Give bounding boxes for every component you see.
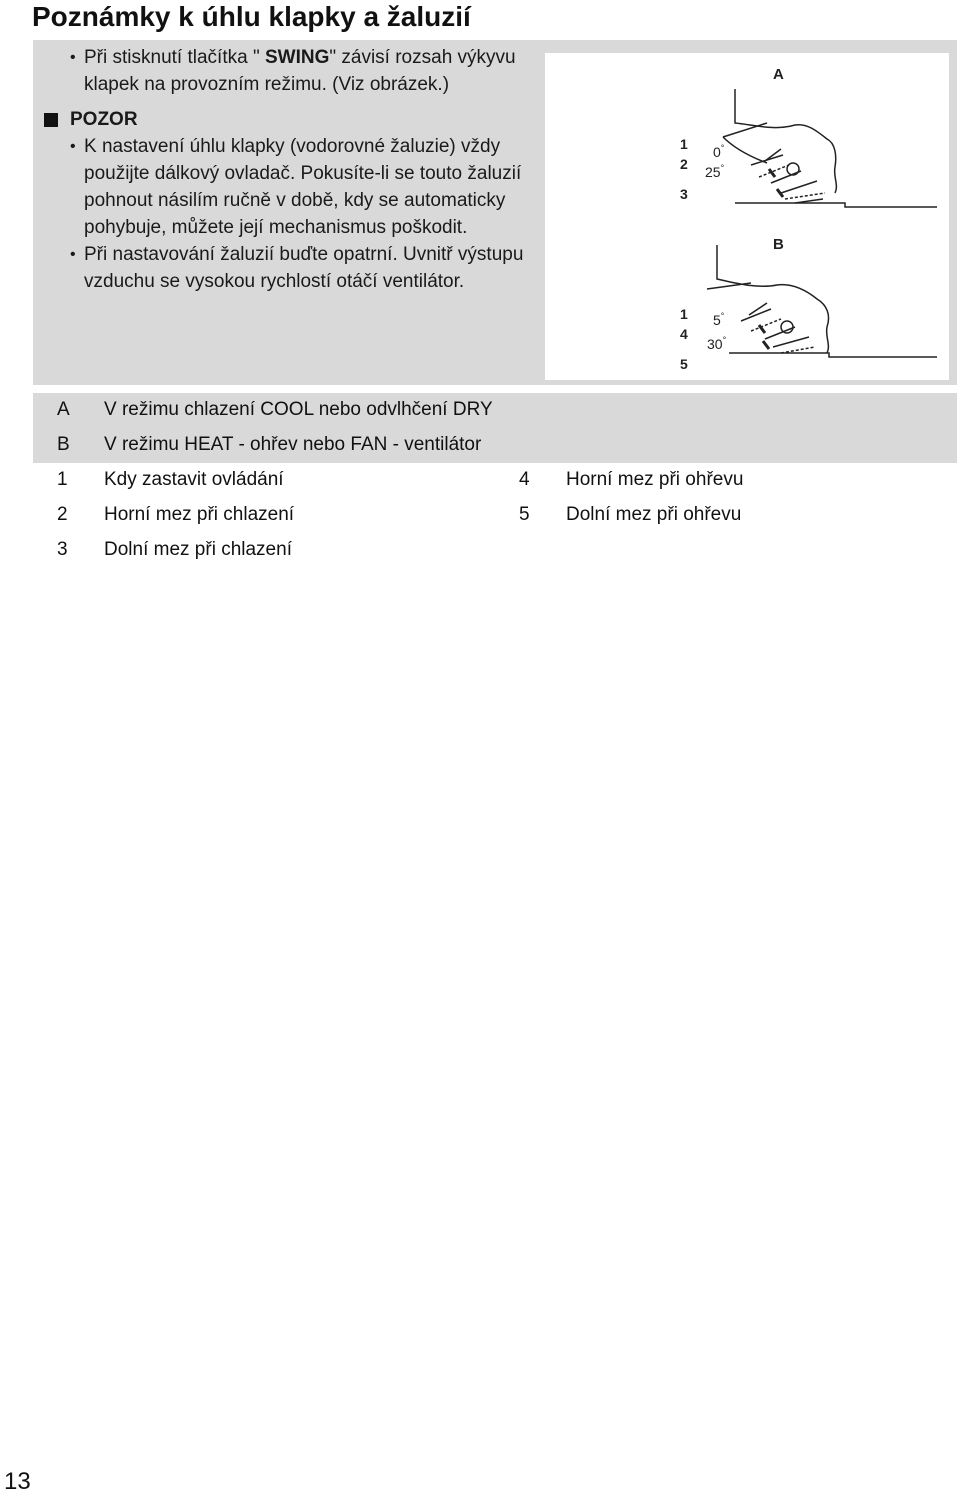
legend-key-1: 1: [57, 469, 68, 490]
legend-key-b: B: [57, 434, 70, 455]
caution-heading: [40, 106, 530, 133]
b-num-1: 1: [680, 306, 688, 322]
legend-text-a: V režimu chlazení COOL nebo odvlhčení DRY: [104, 399, 493, 420]
louver-blades-b: [741, 303, 815, 353]
b-num-4: 4: [680, 326, 688, 342]
note-swing: [40, 44, 530, 98]
note-swing-prefix: Při stisknutí tlačítka ": [84, 47, 265, 68]
a-angle-25: 25°: [705, 163, 725, 180]
louver-blades-a: [751, 149, 825, 203]
caution-square-icon: [44, 113, 58, 127]
legend-key-3: 3: [57, 539, 68, 560]
note-remote: [40, 133, 530, 241]
legend-key-5: 5: [519, 504, 530, 525]
notes-text: [40, 44, 530, 295]
a-angle-0: 0°: [713, 143, 725, 160]
diagram-label-a: A: [773, 66, 784, 83]
legend: [33, 393, 957, 568]
a-num-3: 3: [680, 186, 688, 202]
bullet-dot: •: [70, 49, 76, 66]
louver-diagram-svg: [545, 53, 949, 380]
page-number: 13: [4, 1468, 31, 1495]
bullet-dot: •: [70, 246, 76, 263]
note-fan-text: Při nastavování žaluzií buďte opatrní. Uvnitř výstupu vzduchu se vysokou rychlostí otáčí ventilátor.: [84, 244, 524, 292]
a-num-1: 1: [680, 136, 688, 152]
legend-row-2-5: [33, 498, 957, 533]
unit-outline-a: [723, 89, 937, 207]
unit-outline-b: [707, 245, 937, 357]
note-fan: [40, 241, 530, 295]
b-num-5: 5: [680, 356, 688, 372]
caution-label: POZOR: [70, 109, 138, 130]
b-angle-5: 5°: [713, 311, 725, 328]
note-swing-suffix: " závisí rozsah výkyvu klapek na provozním režimu. (Viz obrázek.): [84, 47, 516, 95]
legend-text-1: Kdy zastavit ovládání: [104, 469, 284, 490]
legend-row-3: [33, 533, 957, 568]
legend-row-b: [33, 428, 957, 463]
page-title: Poznámky k úhlu klapky a žaluzií: [32, 1, 471, 32]
legend-text-b: V režimu HEAT - ohřev nebo FAN - ventilátor: [104, 434, 482, 455]
legend-key-a: A: [57, 399, 70, 420]
legend-text-2: Horní mez při chlazení: [104, 504, 295, 525]
legend-row-a: [33, 393, 957, 428]
bullet-dot: •: [70, 138, 76, 155]
legend-row-1-4: [33, 463, 957, 498]
diagram-label-b: B: [773, 236, 784, 253]
a-num-2: 2: [680, 156, 688, 172]
legend-text-3: Dolní mez při chlazení: [104, 539, 292, 560]
legend-text-5: Dolní mez při ohřevu: [566, 504, 742, 525]
legend-key-2: 2: [57, 504, 68, 525]
louver-diagram: [545, 53, 949, 380]
b-angle-30: 30°: [707, 335, 727, 352]
swing-keyword: SWING: [264, 47, 330, 68]
legend-key-4: 4: [519, 469, 530, 490]
note-remote-text: K nastavení úhlu klapky (vodorovné žaluzie) vždy použijte dálkový ovladač. Pokusíte-li se touto žaluzií pohnout násilím ručně v době, kdy se automaticky pohybuje, můžete její mechanismus poškodit.: [84, 136, 522, 238]
legend-text-4: Horní mez při ohřevu: [566, 469, 744, 490]
